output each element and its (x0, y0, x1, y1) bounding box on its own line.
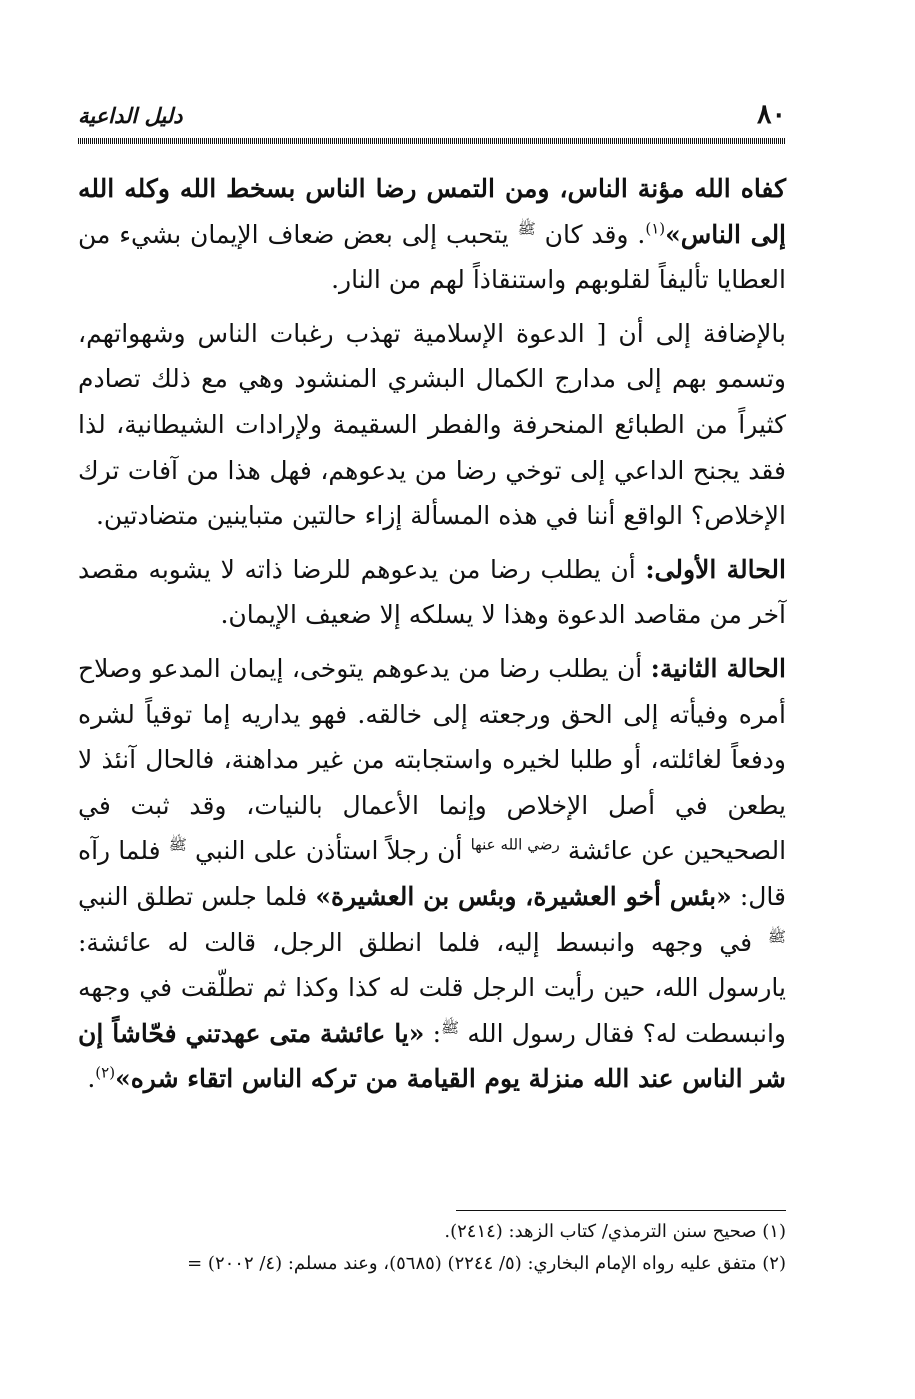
page-number: ٨٠ (756, 99, 786, 130)
paragraph-4 (78, 646, 786, 1102)
pbuh-glyph: ﷺ (517, 219, 536, 238)
footnote-2: (٢) متفق عليه رواه الإمام البخاري: (٥/ ٢٢٤٤) (٥٦٨٥)، وعند مسلم: (٤/ ٢٠٠٢) = (187, 1253, 786, 1274)
case-two-label: الحالة الثانية: (650, 653, 786, 683)
paragraph-text: : (424, 1018, 442, 1048)
paragraph-2: بالإضافة إلى أن [ الدعوة الإسلامية تهذب رغبات الناس وشهواتهم، وتسمو بهم إلى مدارج الكمال البشري المنشود وهي مع ذلك تصادم كثيراً من الطبائع المنحرفة والفطر السقيمة ولإرادات الشيطانية، لذا فقد يجنح الداعي إلى توخي رضا من يدعوهم، فهل هذا من آفات ترك الإخلاص؟ الواقع أننا في هذه المسألة إزاء حالتين متباينين متضادتين. (78, 318, 786, 531)
footnote-rule (456, 1210, 786, 1211)
pbuh-glyph: ﷺ (441, 1018, 460, 1037)
paragraph-text: يتحبب إلى بعض ضعاف الإيمان بشيء من العطايا تأليفاً لقلوبهم واستنقاذاً لهم من النار. (78, 219, 786, 295)
footnotes (78, 1216, 786, 1280)
page-header (78, 100, 786, 130)
running-title: دليل الداعية (78, 103, 183, 128)
paragraph-text: فلما جلس تطلق النبي (78, 881, 316, 911)
paragraph-text: . وقد كان (535, 219, 646, 249)
pbuh-glyph: ﷺ (767, 927, 786, 946)
footnote-ref-1: (١) (645, 219, 666, 238)
paragraph-text: أن يطلب رضا من يدعوهم يتوخى، إيمان المدعو وصلاح أمره وفيأته إلى الحق ورجعته إلى خالقه. فهو يداريه إما توقياً لشره ودفعاً لغائلته، أو طلبا لخيره واستجابته من غير مداهنة، فالحال آنئذ لا يطعن في أصل الإخلاص وإنما الأعمال بالنيات، وقد ثبت في الصحيحين عن عائشة (78, 653, 787, 866)
paragraph-text: فلما رآه قال: (78, 836, 786, 911)
body-text (78, 166, 786, 1110)
paragraph-text: . (87, 1064, 96, 1094)
hadith-quote: «بئس أخو العشيرة، وبئس بن العشيرة» (315, 881, 732, 911)
ra-glyph: رضي الله عنها (470, 835, 560, 854)
paragraph-3 (78, 547, 786, 638)
paragraph-1 (78, 166, 786, 303)
hadith-quote: «يا عائشة متى عهدتني فحّاشاً إن شر الناس عند الله منزلة يوم القيامة من تركه الناس اتقاء شره» (78, 1018, 786, 1094)
footnote-ref-2: (٢) (95, 1063, 116, 1082)
header-rule (78, 138, 786, 144)
paragraph-text: في وجهه وانبسط إليه، فلما انطلق الرجل، قالت له عائشة: يارسول الله، حين رأيت الرجل قلت له كذا وكذا ثم تطلّقت في وجهه وانبسطت له؟ فقال رسول الله (78, 927, 787, 1048)
hadith-quote-end: كفاه الله مؤنة الناس، ومن التمس رضا الناس بسخط الله وكله الله إلى الناس» (78, 174, 787, 249)
footnote-1: (١) صحيح سنن الترمذي/ كتاب الزهد: (٢٤١٤). (444, 1221, 786, 1242)
case-one-label: الحالة الأولى: (645, 554, 786, 584)
paragraph-text: أن يطلب رضا من يدعوهم للرضا ذاته لا يشوبه مقصد آخر من مقاصد الدعوة وهذا لا يسلكه إلا ضعيف الإيمان. (78, 554, 786, 630)
pbuh-glyph: ﷺ (168, 835, 187, 854)
paragraph-text: أن رجلاً استأذن على النبي (186, 836, 471, 866)
